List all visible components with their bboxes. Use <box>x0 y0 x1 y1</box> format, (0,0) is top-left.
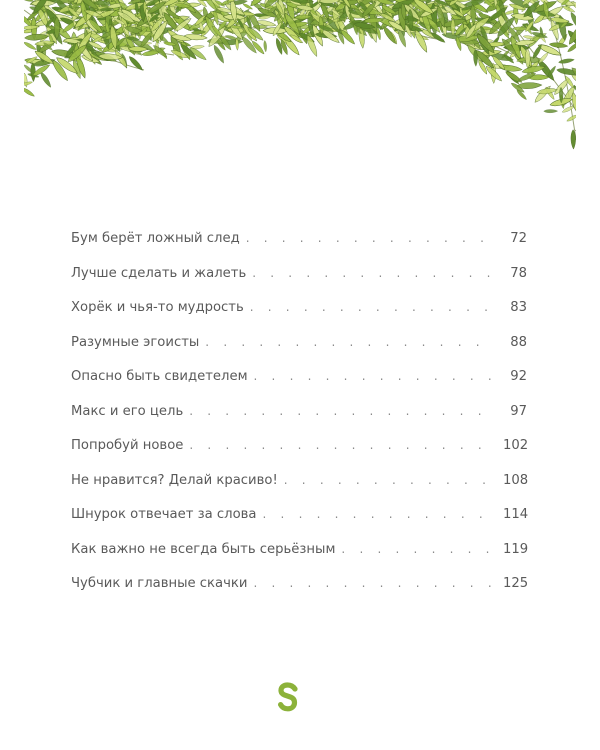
toc-entry-title: Шнурок отвечает за слова <box>71 507 257 522</box>
toc-entry-page: 97 <box>510 403 527 419</box>
toc-entry <box>71 542 527 577</box>
toc-dot-leader <box>341 542 495 556</box>
toc-entry-page: 88 <box>510 334 527 350</box>
toc-dot-leader <box>253 576 495 590</box>
toc-entry <box>71 300 527 335</box>
toc-entry-page: 102 <box>503 438 529 453</box>
toc-entry-title: Макс и его цель <box>71 403 184 419</box>
toc-entry-title: Опасно быть свидетелем <box>71 369 248 384</box>
toc-entry <box>71 335 527 370</box>
toc-entry <box>71 231 527 266</box>
toc-dot-leader <box>246 231 495 245</box>
toc-entry <box>71 576 527 611</box>
toc-dot-leader <box>189 404 495 418</box>
book-page <box>24 0 576 750</box>
toc-entry <box>71 438 527 473</box>
leafy-branches-illustration <box>24 0 576 150</box>
toc-entry-page: 72 <box>510 231 527 246</box>
toc-dot-leader <box>263 507 495 521</box>
toc-entry-title: Попробуй новое <box>71 438 184 453</box>
toc-dot-leader <box>284 473 495 487</box>
toc-entry-title: Хорёк и чья-то мудрость <box>71 300 244 315</box>
toc-dot-leader <box>252 266 495 280</box>
toc-dot-leader <box>189 438 495 452</box>
toc-dot-leader <box>205 335 495 349</box>
toc-entry-page: 114 <box>503 507 529 522</box>
toc-entry-page: 119 <box>503 541 529 557</box>
toc-entry-title: Лучше сделать и жалеть <box>71 265 247 281</box>
toc-entry-page: 83 <box>510 300 527 315</box>
s-logo-icon <box>277 682 299 712</box>
toc-entry <box>71 507 527 542</box>
toc-entry-title: Разумные эгоисты <box>71 334 200 350</box>
toc-entry-page: 78 <box>510 265 527 281</box>
toc-entry-title: Не нравится? Делай красиво! <box>71 472 278 488</box>
toc-entry-title: Как важно не всегда быть серьёзным <box>71 541 336 557</box>
toc-entry <box>71 266 527 301</box>
toc-entry-title: Чубчик и главные скачки <box>71 576 248 591</box>
toc-entry-page: 92 <box>510 369 527 384</box>
toc-entry-page: 125 <box>503 576 529 591</box>
toc-entry-title: Бум берёт ложный след <box>71 231 240 246</box>
toc-dot-leader <box>254 369 495 383</box>
toc-dot-leader <box>250 300 495 314</box>
toc-entry-page: 108 <box>503 472 529 488</box>
toc-entry <box>71 473 527 508</box>
toc-entry <box>71 404 527 439</box>
toc-entry <box>71 369 527 404</box>
table-of-contents <box>71 231 527 611</box>
